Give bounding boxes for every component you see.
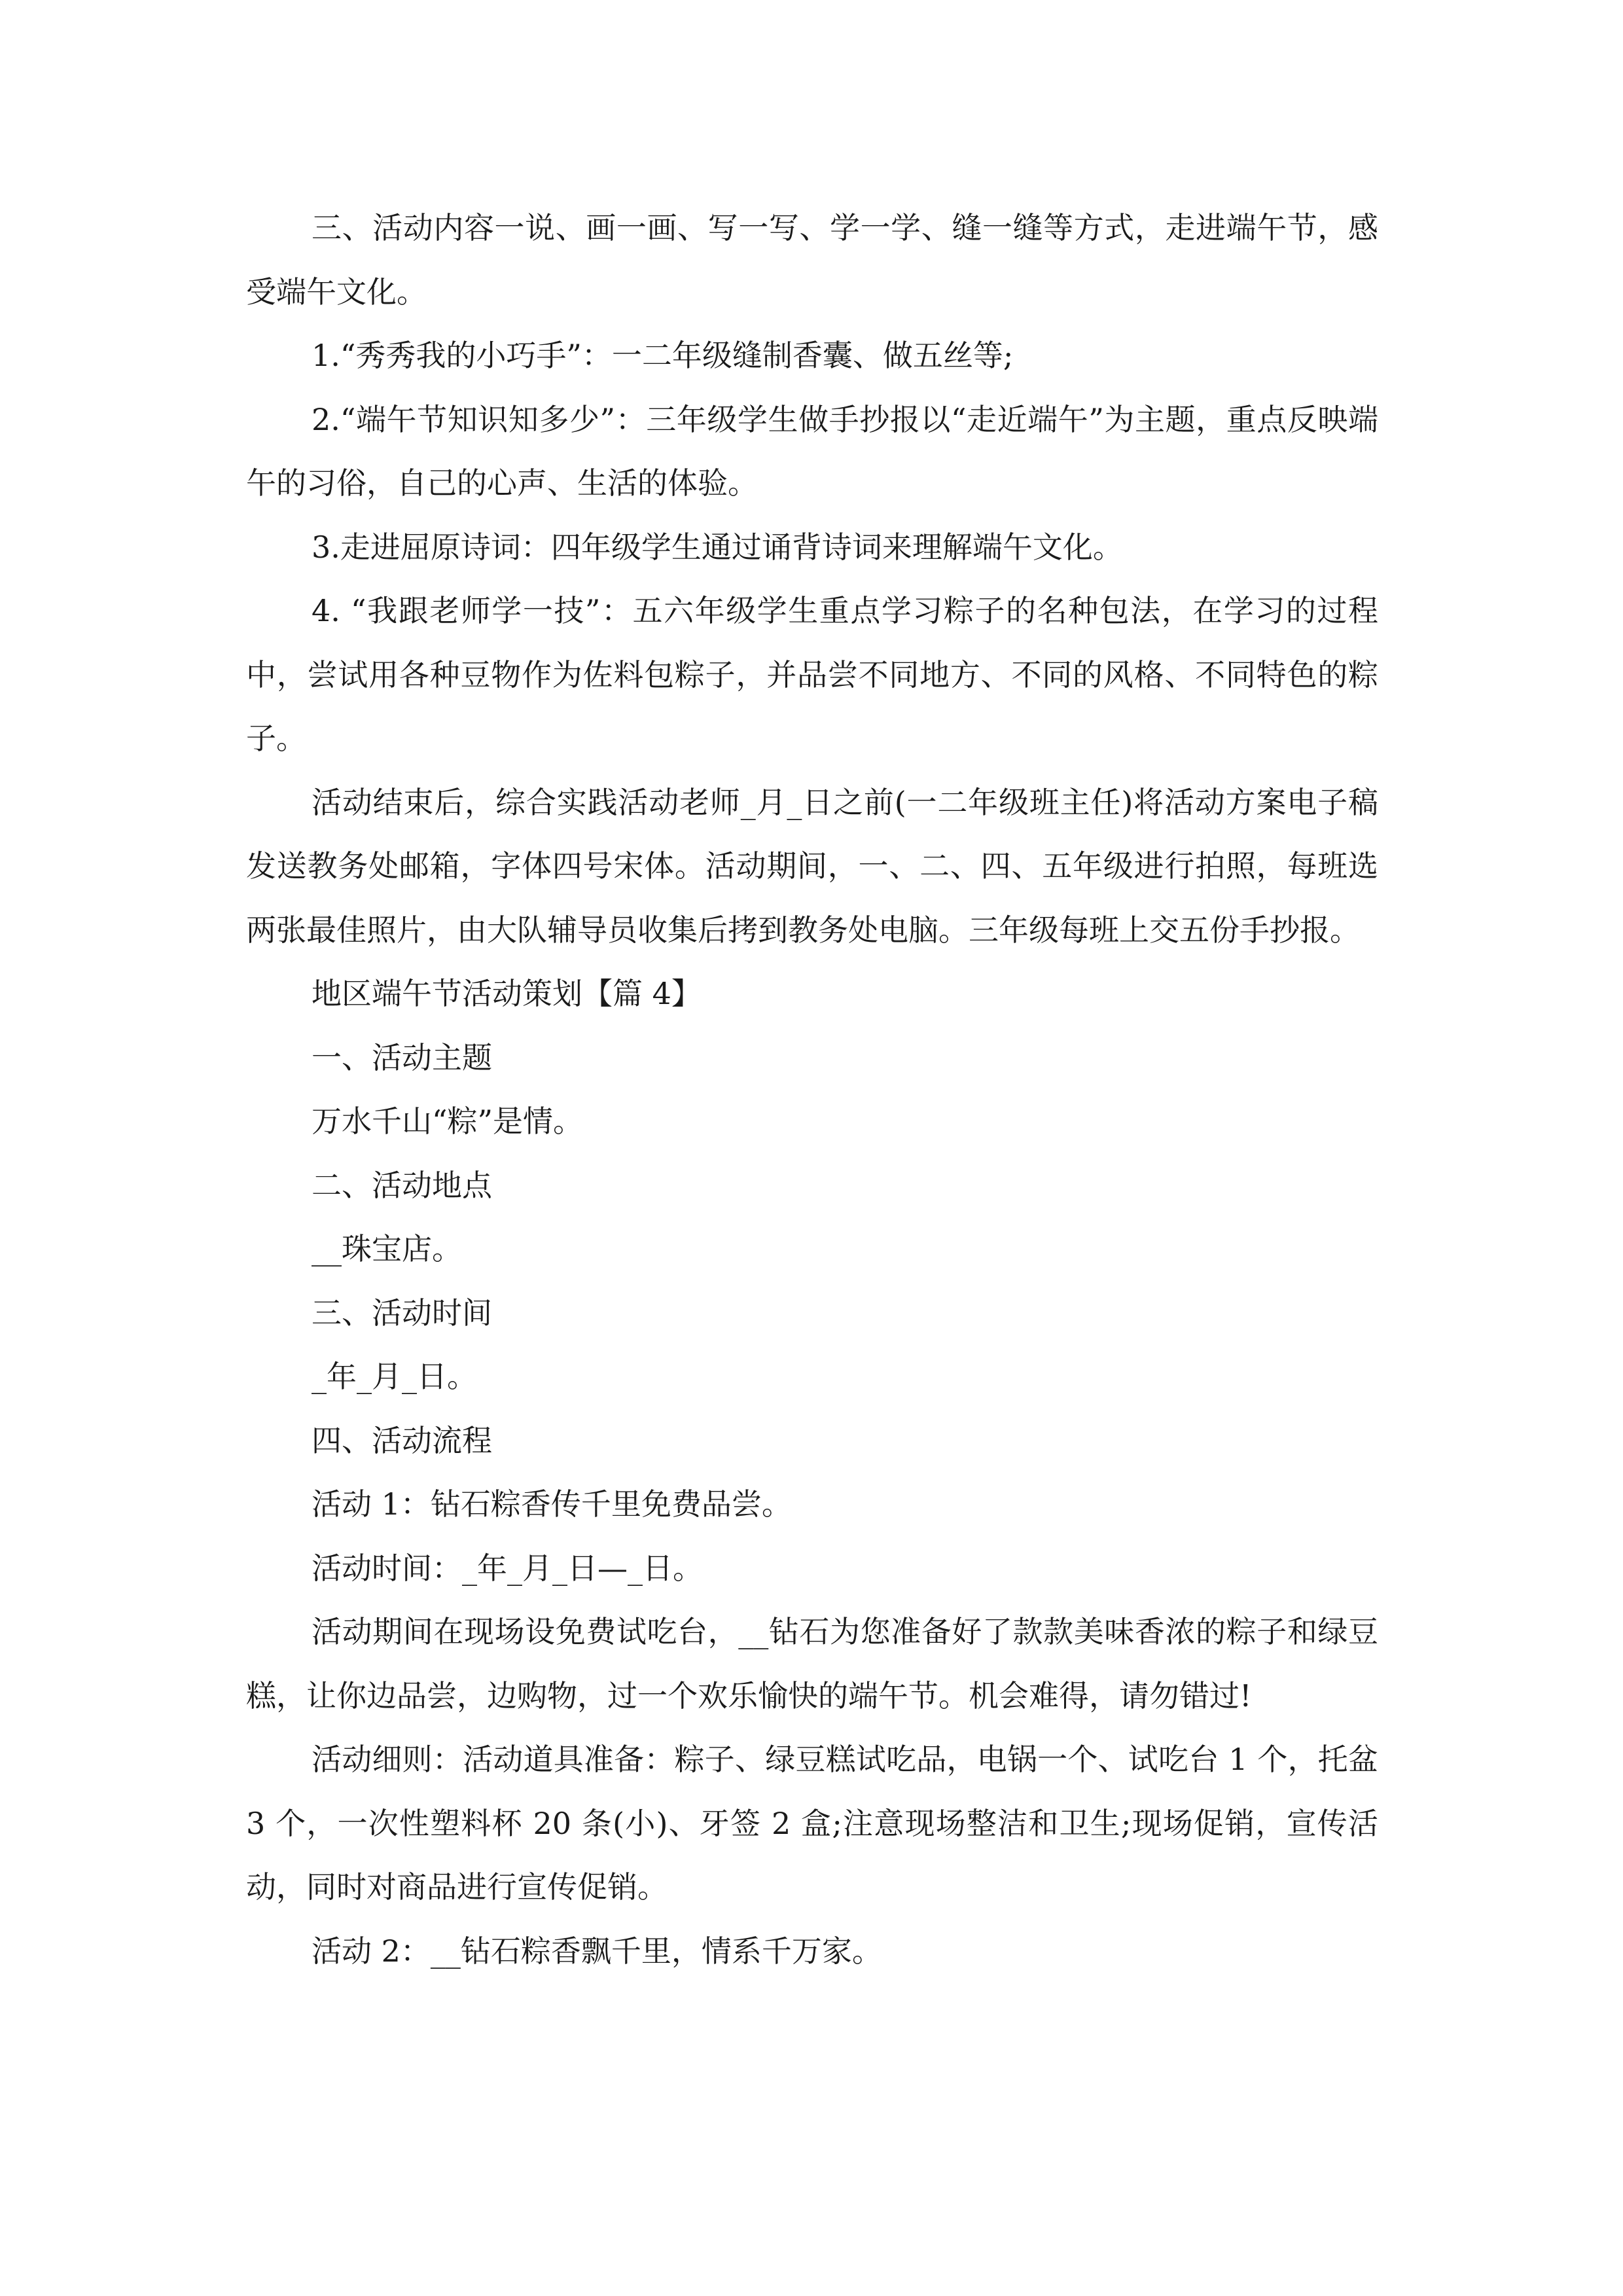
paragraph-item-1: 1.“秀秀我的小巧手”：一二年级缝制香囊、做五丝等; xyxy=(312,338,1014,373)
paragraph-item-3: 3.走进屈原诗词：四年级学生通过诵背诗词来理解端午文化。 xyxy=(312,529,1123,565)
paragraph-item-2: 2.“端午节知识知多少”：三年级学生做手抄报以“走近端午”为主题，重点反映端午的习俗，自己的心声、生活的体验。 xyxy=(246,401,1378,501)
paragraph-after-activity: 活动结束后，综合实践活动老师_月_日之前(一二年级班主任)将活动方案电子稿发送教务处邮箱，字体四号宋体。活动期间，一、二、四、五年级进行拍照，每班选两张最佳照片，由大队辅导员收集后拷到教务处电脑。三年级每班上交五份手抄报。 xyxy=(246,784,1378,948)
heading-activity-theme: 一、活动主题 xyxy=(312,1039,492,1075)
section-heading-part-4: 地区端午节活动策划【篇 4】 xyxy=(312,976,702,1011)
heading-activity-process: 四、活动流程 xyxy=(312,1422,492,1458)
paragraph-activity-content: 三、活动内容一说、画一画、写一写、学一学、缝一缝等方式，走进端午节，感受端午文化。 xyxy=(246,210,1378,310)
heading-activity-time: 三、活动时间 xyxy=(312,1295,492,1331)
document-body xyxy=(246,196,1378,1983)
paragraph-activity-1: 活动 1：钻石粽香传千里免费品尝。 xyxy=(312,1486,792,1522)
paragraph-activity-1-time: 活动时间：_年_月_日—_日。 xyxy=(312,1550,703,1586)
paragraph-item-4: 4. “我跟老师学一技”：五六年级学生重点学习粽子的名种包法，在学习的过程中，尝试用各种豆物作为佐料包粽子，并品尝不同地方、不同的风格、不同特色的粽子。 xyxy=(246,593,1378,756)
paragraph-theme: 万水千山“粽”是情。 xyxy=(312,1103,584,1139)
paragraph-activity-1-desc: 活动期间在现场设免费试吃台，__钻石为您准备好了款款美味香浓的粽子和绿豆糕，让你边品尝，边购物，过一个欢乐愉快的端午节。机会难得，请勿错过! xyxy=(246,1614,1378,1713)
paragraph-time: _年_月_日。 xyxy=(312,1359,477,1394)
paragraph-activity-2: 活动 2：__钻石粽香飘千里，情系千万家。 xyxy=(312,1933,882,1969)
paragraph-location: __珠宝店。 xyxy=(312,1231,462,1266)
heading-activity-location: 二、活动地点 xyxy=(312,1167,492,1203)
paragraph-activity-1-rules: 活动细则：活动道具准备：粽子、绿豆糕试吃品，电锅一个、试吃台 1 个，托盆 3 个，一次性塑料杯 20 条(小)、牙签 2 盒;注意现场整洁和卫生;现场促销，宣传活动，同时对商品进行宣传促销。 xyxy=(246,1742,1378,1905)
